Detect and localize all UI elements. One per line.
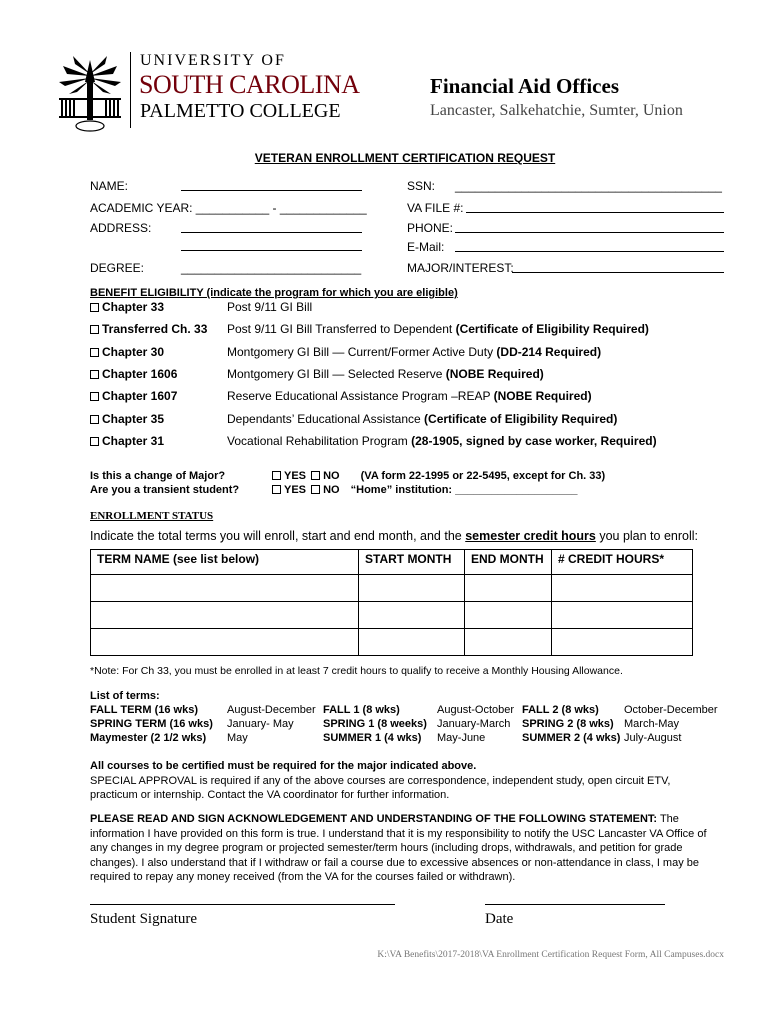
checkbox-chapter-30[interactable]: Chapter 30 bbox=[90, 345, 164, 359]
benefit-row[interactable] bbox=[90, 389, 730, 409]
ch33-note: *Note: For Ch 33, you must be enrolled in at least 7 credit hours to qualify to receive a Monthly Housing Allowance. bbox=[90, 665, 623, 677]
terms-heading: List of terms: bbox=[90, 690, 160, 702]
academic-year-field[interactable] bbox=[90, 201, 366, 217]
major-field[interactable] bbox=[512, 272, 724, 273]
benefit-row[interactable] bbox=[90, 345, 730, 365]
phone-label: PHONE: bbox=[407, 221, 454, 235]
student-signature-field[interactable] bbox=[90, 904, 395, 905]
home-institution-field[interactable]: “Home” institution: ____________________ bbox=[350, 484, 578, 496]
ssn-field[interactable]: ________________________________________ bbox=[455, 179, 722, 193]
benefit-row[interactable] bbox=[90, 412, 730, 432]
start-month-cell[interactable] bbox=[359, 575, 465, 602]
end-month-cell[interactable] bbox=[465, 629, 552, 656]
date-label: Date bbox=[485, 911, 514, 927]
checkbox-icon[interactable] bbox=[90, 370, 99, 379]
credit-hours-cell[interactable] bbox=[552, 575, 693, 602]
address-label: ADDRESS: bbox=[90, 221, 152, 235]
table-header-row bbox=[91, 550, 693, 575]
no-checkbox[interactable]: NO bbox=[311, 470, 340, 482]
term-name-cell[interactable] bbox=[91, 602, 359, 629]
benefit-row[interactable] bbox=[90, 300, 730, 320]
logo-university-of: UNIVERSITY OF bbox=[140, 52, 286, 69]
address-line-1-field[interactable] bbox=[181, 232, 362, 233]
name-field[interactable] bbox=[181, 190, 362, 191]
benefit-desc: Montgomery GI Bill — Current/Former Active Duty (DD-214 Required) bbox=[227, 345, 602, 359]
start-month-cell[interactable] bbox=[359, 629, 465, 656]
change-of-major-note: (VA form 22-1995 or 22-5495, except for Ch. 33) bbox=[360, 470, 606, 482]
courses-required-text: All courses to be certified must be required for the major indicated above. bbox=[90, 760, 477, 772]
va-file-label: VA FILE #: bbox=[407, 201, 464, 215]
terms-list bbox=[90, 704, 730, 746]
benefit-desc: Dependants’ Educational Assistance (Certificate of Eligibility Required) bbox=[227, 412, 618, 426]
term-row: FALL TERM (16 wks) August-December FALL 1 (8 wks) August-October FALL 2 (8 wks) October-December bbox=[90, 704, 718, 716]
form-title: VETERAN ENROLLMENT CERTIFICATION REQUEST bbox=[254, 151, 556, 165]
academic-year-label: ACADEMIC YEAR: ___________ - _____________ bbox=[90, 201, 367, 215]
benefit-heading: BENEFIT ELIGIBILITY (indicate the program for which you are eligible) bbox=[90, 287, 458, 299]
benefit-desc: Post 9/11 GI Bill bbox=[227, 300, 313, 314]
credit-hours-cell[interactable] bbox=[552, 602, 693, 629]
credit-hours-cell[interactable] bbox=[552, 629, 693, 656]
checkbox-chapter-1607[interactable]: Chapter 1607 bbox=[90, 389, 177, 403]
yes-checkbox[interactable]: YES bbox=[272, 484, 306, 496]
checkbox-chapter-31[interactable]: Chapter 31 bbox=[90, 434, 164, 448]
logo-south-carolina: SOUTH CAROLINA bbox=[139, 70, 360, 99]
name-label: NAME: bbox=[90, 179, 129, 193]
yes-checkbox[interactable]: YES bbox=[272, 470, 306, 482]
va-file-field[interactable] bbox=[466, 212, 724, 213]
footer-file-path: K:\VA Benefits\2017-2018\VA Enrollment Certification Request Form, All Campuses.docx bbox=[377, 950, 724, 960]
logo-palmetto-college: PALMETTO COLLEGE bbox=[140, 100, 341, 122]
no-checkbox[interactable]: NO bbox=[311, 484, 340, 496]
enrollment-heading: ENROLLMENT STATUS bbox=[90, 510, 214, 522]
transient-student-question: Are you a transient student? bbox=[90, 484, 240, 496]
office-title: Financial Aid Offices bbox=[430, 74, 619, 98]
benefit-desc: Reserve Educational Assistance Program –REAP (NOBE Required) bbox=[227, 389, 592, 403]
checkbox-chapter-33[interactable]: Chapter 33 bbox=[90, 300, 164, 314]
col-term-name: TERM NAME (see list below) bbox=[91, 550, 359, 575]
email-field[interactable] bbox=[455, 251, 724, 252]
table-row bbox=[91, 575, 693, 602]
logo-divider bbox=[130, 52, 131, 128]
table-row bbox=[91, 602, 693, 629]
benefit-desc: Post 9/11 GI Bill Transferred to Dependent (Certificate of Eligibility Required) bbox=[227, 322, 649, 336]
enrollment-table bbox=[90, 549, 693, 656]
semester-credit-hours-text: semester credit hours bbox=[465, 529, 596, 543]
enrollment-intro: Indicate the total terms you will enroll, start and end month, and the semester credit hours you plan to enroll: bbox=[90, 529, 699, 543]
col-credit-hours: # CREDIT HOURS* bbox=[552, 550, 693, 575]
checkbox-icon[interactable] bbox=[90, 392, 99, 401]
end-month-cell[interactable] bbox=[465, 575, 552, 602]
campus-list: Lancaster, Salkehatchie, Sumter, Union bbox=[430, 102, 683, 119]
col-start-month: START MONTH bbox=[359, 550, 465, 575]
benefit-desc: Vocational Rehabilitation Program (28-1905, signed by case worker, Required) bbox=[227, 434, 657, 448]
benefit-row[interactable] bbox=[90, 434, 730, 454]
term-row: SPRING TERM (16 wks) January- May SPRING 1 (8 weeks) January-March SPRING 2 (8 wks) March-May bbox=[90, 718, 680, 730]
special-approval-text: SPECIAL APPROVAL is required if any of the above courses are correspondence, independent study, open circuit ETV, practicum or internship. Contact the VA coordinator for further information. bbox=[90, 775, 671, 801]
table-row bbox=[91, 629, 693, 656]
transient-options bbox=[272, 484, 577, 496]
change-of-major-question: Is this a change of Major? bbox=[90, 470, 226, 482]
ssn-label: SSN: bbox=[407, 179, 436, 193]
phone-field[interactable] bbox=[455, 232, 724, 233]
checkbox-icon[interactable] bbox=[90, 437, 99, 446]
checkbox-icon[interactable] bbox=[272, 485, 281, 494]
date-field[interactable] bbox=[485, 904, 665, 905]
benefit-row[interactable] bbox=[90, 322, 730, 342]
change-of-major-options bbox=[272, 470, 605, 482]
checkbox-icon[interactable] bbox=[311, 485, 320, 494]
student-signature-label: Student Signature bbox=[90, 911, 198, 927]
checkbox-chapter-35[interactable]: Chapter 35 bbox=[90, 412, 164, 426]
checkbox-icon[interactable] bbox=[90, 303, 99, 312]
checkbox-icon[interactable] bbox=[311, 471, 320, 480]
palmetto-logo-icon bbox=[55, 52, 125, 134]
degree-label: DEGREE: bbox=[90, 261, 145, 275]
checkbox-icon[interactable] bbox=[90, 325, 99, 334]
col-end-month: END MONTH bbox=[465, 550, 552, 575]
term-row: Maymester (2 1/2 wks) May SUMMER 1 (4 wks) May-June SUMMER 2 (4 wks) July-August bbox=[90, 732, 682, 744]
address-line-2-field[interactable] bbox=[181, 250, 362, 251]
degree-field[interactable]: ___________________________ bbox=[181, 261, 362, 275]
checkbox-icon[interactable] bbox=[90, 348, 99, 357]
acknowledgement-text: PLEASE READ AND SIGN ACKNOWLEDGEMENT AND UNDERSTANDING OF THE FOLLOWING STATEMENT: The information I have provided on this form is true. I understand that it is my responsibility to notify the USC Lancaster VA Office of any changes in my degree program or projected semester/term hours (including drops, withdrawals, and petition for grade changes). I also understand that if I withdraw or fail a course due to excessive absences or non-attendance in class, I may be required to repay any money received (from the VA for the courses failed or withdrawn). bbox=[90, 813, 707, 883]
benefit-row[interactable] bbox=[90, 367, 730, 387]
term-name-cell[interactable] bbox=[91, 575, 359, 602]
major-label: MAJOR/INTEREST: bbox=[407, 261, 514, 275]
term-name-cell[interactable] bbox=[91, 629, 359, 656]
checkbox-transferred-ch33[interactable]: Transferred Ch. 33 bbox=[90, 322, 207, 336]
checkbox-chapter-1606[interactable]: Chapter 1606 bbox=[90, 367, 177, 381]
checkbox-icon[interactable] bbox=[272, 471, 281, 480]
start-month-cell[interactable] bbox=[359, 602, 465, 629]
end-month-cell[interactable] bbox=[465, 602, 552, 629]
benefit-desc: Montgomery GI Bill — Selected Reserve (NOBE Required) bbox=[227, 367, 544, 381]
email-label: E-Mail: bbox=[407, 240, 445, 254]
checkbox-icon[interactable] bbox=[90, 415, 99, 424]
